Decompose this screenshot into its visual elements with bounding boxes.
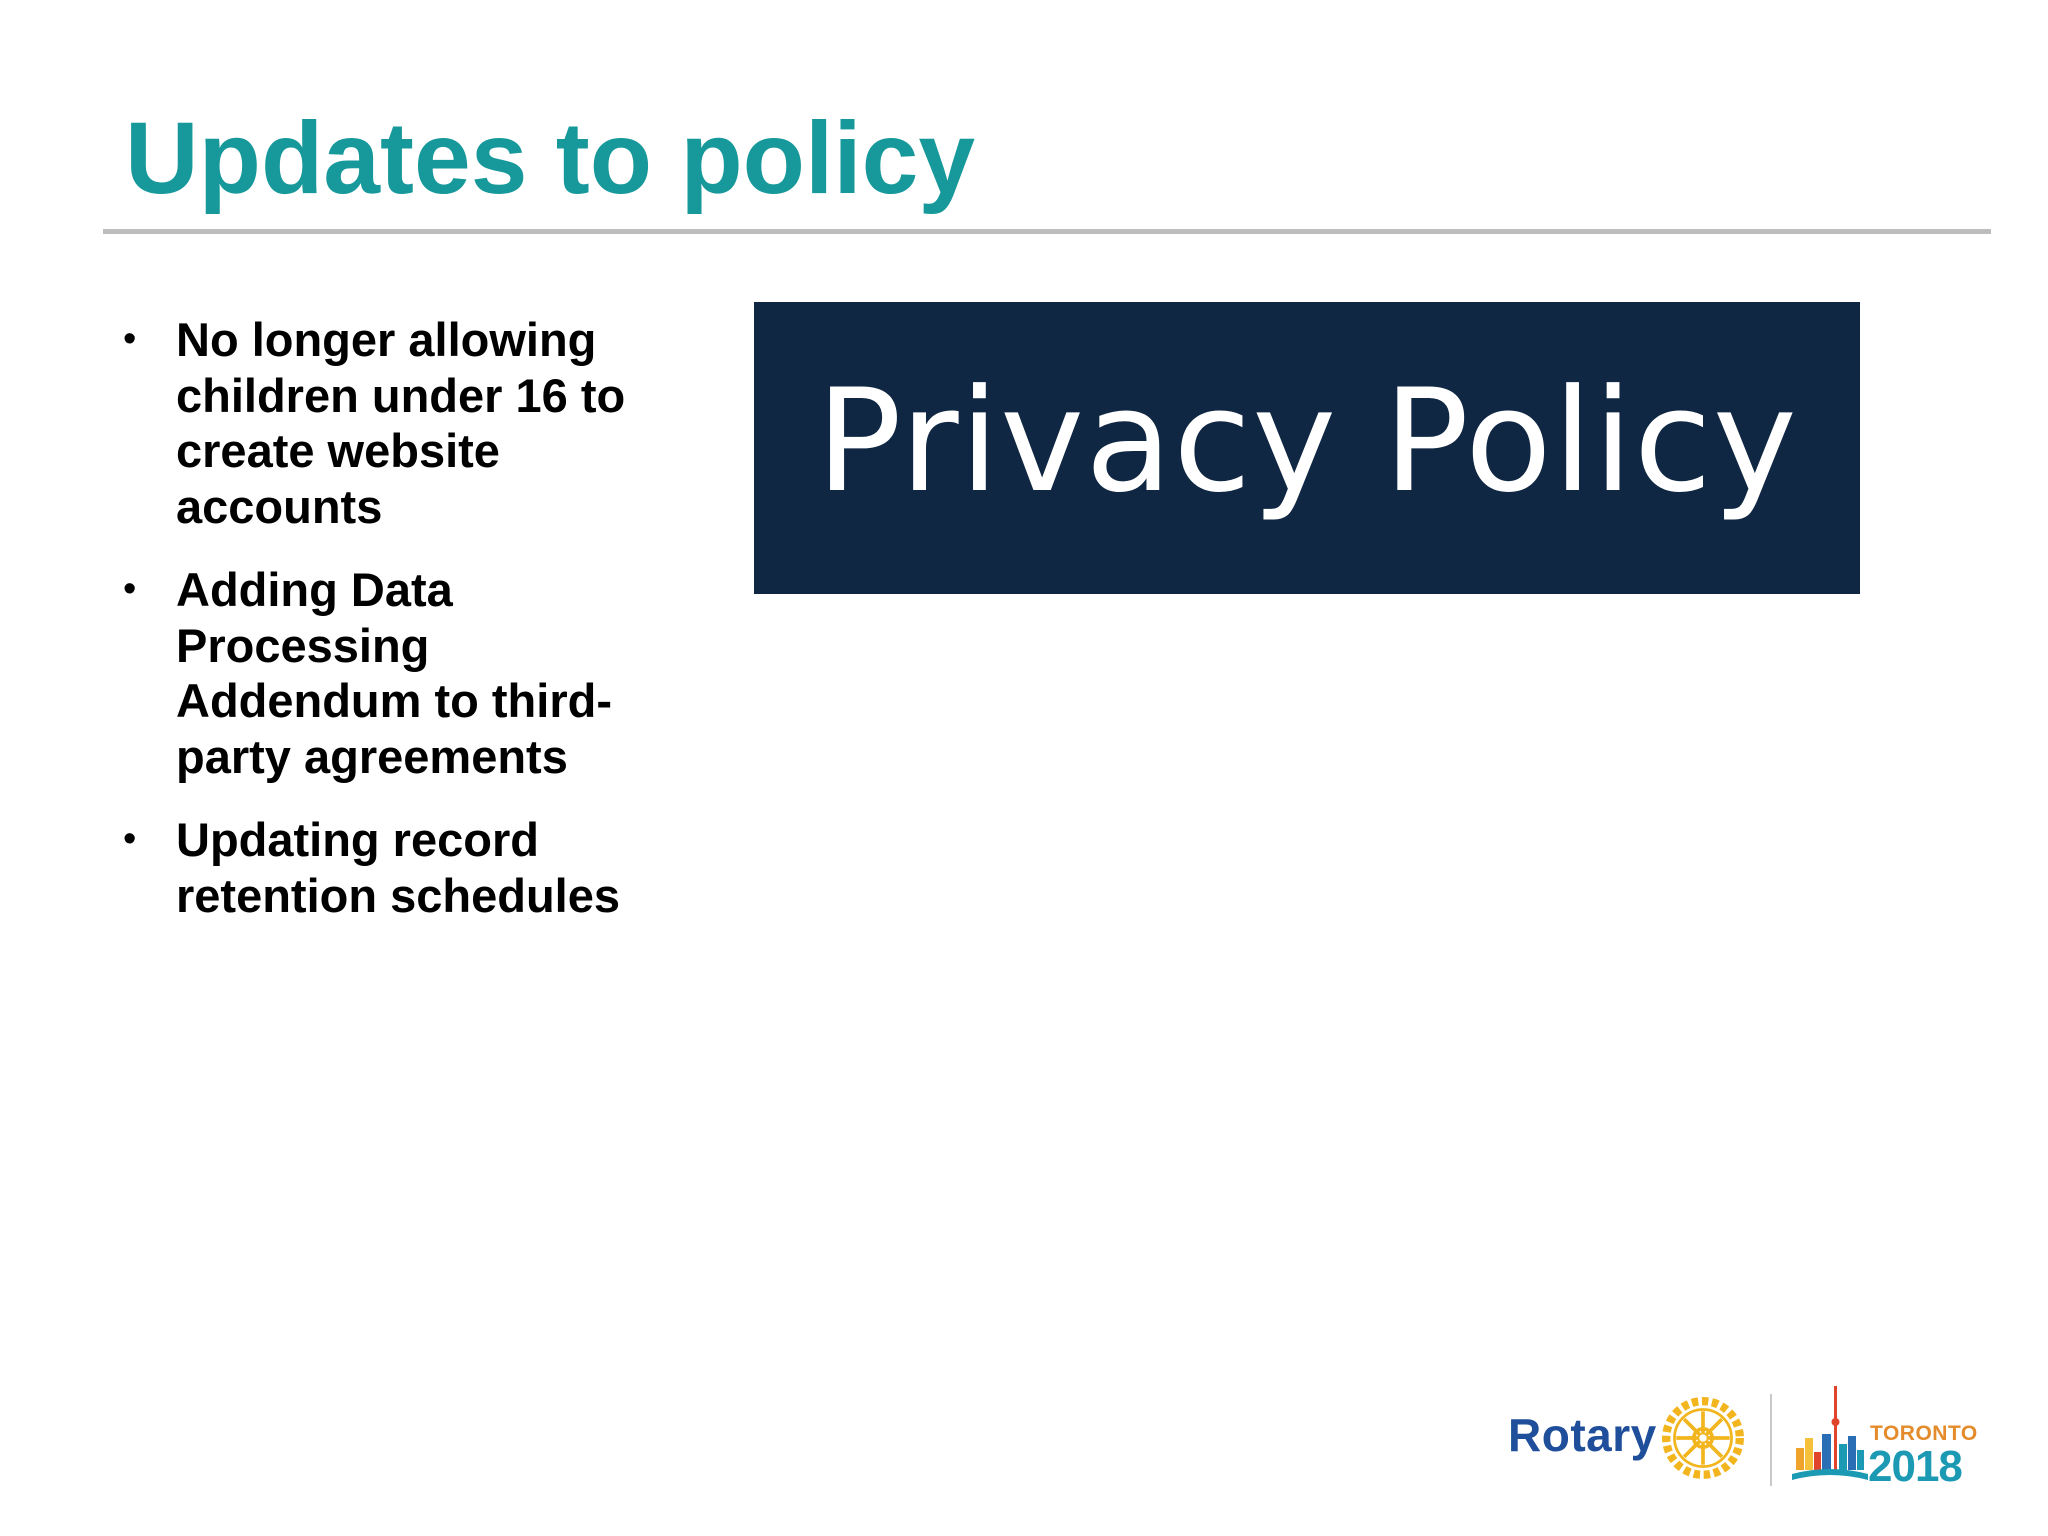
bullet-text: No longer allowing children under 16 to create website accounts [176,313,626,533]
bullet-marker: • [123,318,137,360]
bullet-marker: • [123,568,137,610]
slide-title: Updates to policy [125,101,976,215]
bullet-item [120,812,640,923]
bullet-item [120,562,640,784]
bullet-item [120,312,640,534]
banner-text: Privacy Policy [816,358,1798,524]
rotary-wordmark: Rotary [1508,1409,1657,1461]
bullet-text: Adding Data Processing Addendum to third-party agreements [176,563,612,783]
logo-divider [1770,1394,1772,1486]
footer-logos [1500,1378,1990,1498]
title-divider [103,229,1991,234]
toronto-skyline-icon [1790,1378,1870,1490]
toronto-wordmark: TORONTO [1870,1422,1978,1445]
bullet-text: Updating record retention schedules [176,813,620,922]
bullet-marker: • [123,818,137,860]
privacy-policy-banner [754,302,1860,594]
convention-year: 2018 [1868,1442,1962,1491]
bullet-list [120,312,640,951]
rotary-wheel-icon [1657,1392,1749,1484]
